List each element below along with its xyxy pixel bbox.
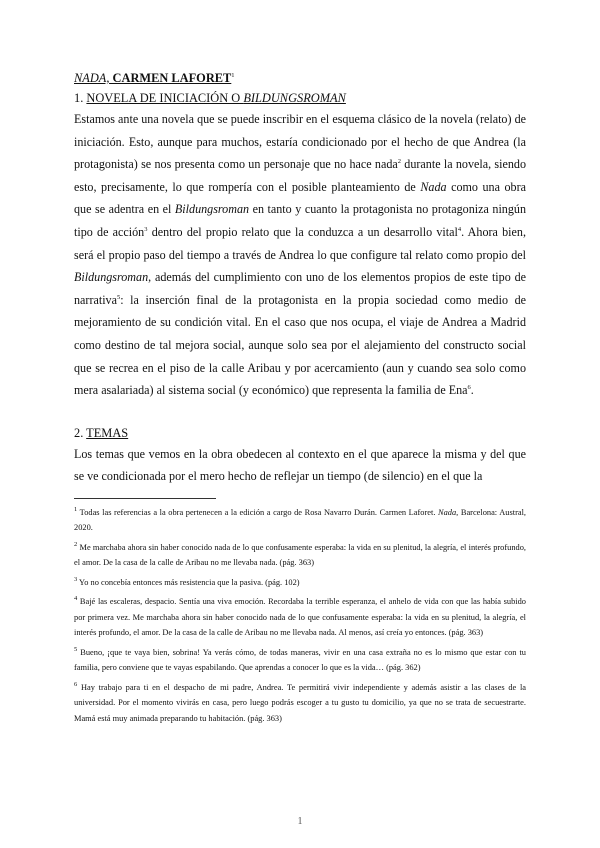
text-run: Estamos ante una novela que se puede inscribir en el esquema clásico de la novela (relato) de iniciación. Esto, aunque para muchos, estaría condicionado por el hecho de que Andrea (la protagonista) se nos presenta como un personaje que no hace nada <box>74 112 526 172</box>
italic-run: Nada <box>420 179 447 194</box>
footnote-2 <box>74 540 526 571</box>
footnote-ref-5[interactable]: 5 <box>116 293 121 301</box>
footnote-1 <box>74 505 526 536</box>
footnote-ref-3[interactable]: 3 <box>144 225 148 233</box>
footnote-ref-1[interactable]: 1 <box>231 71 235 79</box>
paragraph-gap <box>74 402 526 422</box>
footnote-ref-6[interactable]: 6 <box>467 384 471 392</box>
footnote-text: Me marchaba ahora sin haber conocido nada de lo que confusamente esperaba: la vida en su plenitud, la alegría, el interés profundo, el amor. De la casa de la calle de Aribau no me llevaba nada. (pág. 363) <box>74 542 526 568</box>
footnote-6 <box>74 680 526 727</box>
footnote-ref-4[interactable]: 4 <box>457 225 462 233</box>
page-number: 1 <box>297 816 303 827</box>
footnote-text: Hay trabajo para ti en el despacho de mi padre, Andrea. Te permitirá vivir independiente y además asistir a las clases de la universidad. Por el momento vivirás en casa, pero luego podrás escoger a tu gusto tu domicilio, ya que no se trata de secuestrarte. Mamá está muy animada preparando tu habitación. (pág. 363) <box>74 682 526 723</box>
section-heading-2 <box>74 424 526 443</box>
footnote-number: 2 <box>74 541 78 549</box>
text-run: en tanto y cuanto la protagonista no protagoniza ningún tipo de acción <box>74 202 526 239</box>
footnote-italic: Nada <box>438 507 457 517</box>
paragraph-1 <box>74 108 526 402</box>
text-run: dentro del propio relato que la conduzca a un desarrollo vital <box>147 224 458 239</box>
footnote-number: 5 <box>74 646 78 654</box>
text-run: . Ahora bien, será el propio paso del tiempo a través de Andrea lo que configure tal relato como propio del <box>74 224 526 262</box>
footnote-ref-2[interactable]: 2 <box>397 158 401 166</box>
footnote-text: Todas las referencias a la obra pertenecen a la edición a cargo de Rosa Navarro Durán. Carmen Laforet. <box>77 507 439 517</box>
title-work: NADA, <box>74 71 110 85</box>
section-heading-2-text: TEMAS <box>86 425 129 440</box>
footnote-number: 1 <box>74 506 78 514</box>
footnote-text: Yo no concebía entonces más resistencia que la pasiva. (pág. 102) <box>77 577 300 587</box>
text-run: durante la novela, siendo esto, precisamente, lo que rompería con el posible planteamiento de <box>74 157 527 194</box>
italic-run: Bildungsroman <box>174 202 250 217</box>
text-run: , además del cumplimiento con uno de los elementos propios de este tipo de narrativa <box>74 270 526 307</box>
footnote-4 <box>74 594 526 641</box>
section-number-2: 2. <box>74 425 87 440</box>
paragraph-2: Los temas que vemos en la obra obedecen al contexto en el que aparece la misma y del que se ve condicionada por el mero hecho de reflejar un tiempo (de silencio) en el que la <box>74 446 526 484</box>
section-heading-1-italic: BILDUNGSROMAN <box>243 91 346 105</box>
footnote-number: 4 <box>74 595 78 603</box>
footnote-text: , Barcelona: Austral, 2020. <box>74 507 526 533</box>
text-run: : la inserción final de la protagonista en la propia sociedad como medio de mejoramiento de su condición vital. En el caso que nos ocupa, el viaje de Andrea a Madrid como destino de tal mejora social, aunque solo sea por el alejamiento del constructo social que se recrea en el piso de la calle Aribau y por acercamiento (aun y cuando sea solo como mera asalariada) al sistema social (y económico) que representa la familia de Ena <box>74 292 526 398</box>
footnote-text: Bajé las escaleras, despacio. Sentía una viva emoción. Recordaba la terrible esperanza, el anhelo de vida con que las había subido por primera vez. Me marchaba ahora sin haber conocido nada de lo que confusamente esperaba: la vida en su plenitud, la alegría, el interés profundo, el amor. De la casa de la calle de Aribau no me llevaba nada. Al menos, así creía yo entonces. (pág. 363) <box>74 597 526 638</box>
footnote-number: 3 <box>74 576 78 584</box>
section-number-1: 1. <box>74 91 87 105</box>
document-page <box>74 70 526 730</box>
section-heading-1 <box>74 89 526 108</box>
text-run: . <box>470 383 474 398</box>
document-title <box>74 70 526 87</box>
footnote-5 <box>74 645 526 676</box>
text-run: como una obra que se adentra en el <box>74 179 526 217</box>
footnote-3 <box>74 575 526 591</box>
footnote-number: 6 <box>74 681 78 689</box>
title-author: CARMEN LAFORET <box>109 71 232 85</box>
footnote-separator <box>74 498 216 499</box>
italic-run: Bildungsroman <box>74 270 149 285</box>
section-heading-1-text: NOVELA DE INICIACIÓN O <box>86 91 244 105</box>
footnote-text: Bueno, ¡que te vaya bien, sobrina! Ya verás cómo, de todas maneras, vivir en una casa extraña no es lo mismo que estar con tu familia, pero conviene que te vayas espabilando. Que aprendas a conocer lo que es la vida… (pág. 362) <box>74 647 526 673</box>
